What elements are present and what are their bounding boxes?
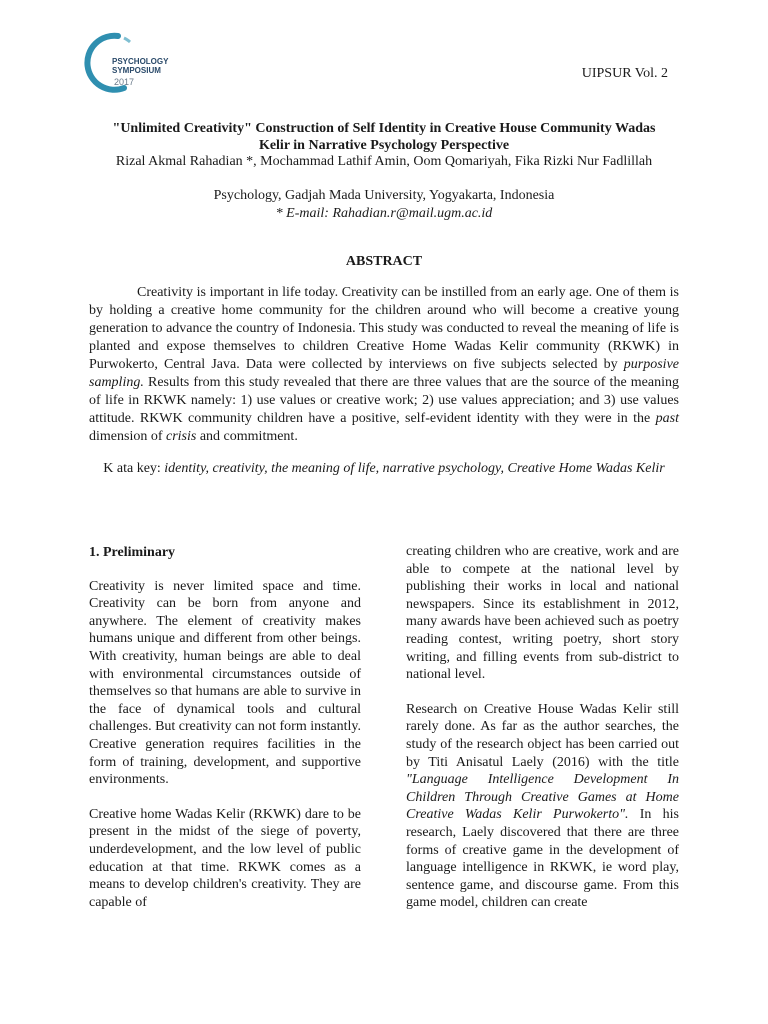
paragraph: creating children who are creative, work and are able to compete at the national level by publishing their works in local and national newspapers. Since its establishment in 2012, many awards have been achieved such as poetry reading contest, writing poetry, short story writing, and filling events from sub-district to national level. <box>406 544 679 683</box>
abstract-heading: ABSTRACT <box>345 254 423 269</box>
svg-text:PSYCHOLOGY: PSYCHOLOGY <box>112 57 169 66</box>
affiliation-block <box>60 187 708 223</box>
section-heading: 1. Preliminary <box>89 545 176 560</box>
paper-title <box>60 120 708 154</box>
title-line-2: Kelir in Narrative Psychology Perspective <box>258 138 510 153</box>
title-line-1: "Unlimited Creativity" Construction of Self Identity in Creative House Community Wadas <box>112 121 656 136</box>
affiliation: Psychology, Gadjah Mada University, Yogyakarta, Indonesia <box>213 188 555 203</box>
abstract-text: Creativity is important in life today. Creativity can be instilled from an early age. One of them is by holding a creative home community for the children around who will become a creative young generation to advance the country of Indonesia. This study was conducted to reveal the meaning of life is planted and expose themselves to children Creative Home Wadas Kelir community (RKWK) in Purwokerto, Central Java. Data were collected by interviews on five subjects selected by purposive sampling. Results from this study revealed that there are three values that are the source of the meaning of life in RKWK namely: 1) use values or creative work; 2) use values appreciation; and 3) use values attitude. RKWK community children have a positive, self-evident identity with they were in the past dimension of crisis and commitment. <box>89 285 679 444</box>
keywords-terms: identity, creativity, the meaning of life, narrative psychology, Creative Home Wadas Kelir <box>164 461 665 476</box>
journal-volume: UIPSUR Vol. 2 <box>581 66 668 81</box>
paragraph: Creativity is never limited space and time. Creativity can be born from anyone and anywhere. The element of creativity makes humans unique and different from other beings. With creativity, human beings are able to deal with environmental circumstances outside of themselves so that humans are able to survive in the face of dynamical tools and cultural challenges. But creativity can not form instantly. Creative generation requires facilities in the form of training, development, and supportive environments. <box>89 578 362 788</box>
email: * E-mail: Rahadian.r@mail.ugm.ac.id <box>275 206 493 221</box>
paragraph: Research on Creative House Wadas Kelir still rarely done. As far as the author searches, the study of the research object has been carried out by Titi Anisatul Laely (2016) with the title "Language Intelligence Development In Children Through Creative Games at Home Creative Wadas Kelir Purwokerto". In his research, Laely discovered that there are three forms of creative game in the development of language intelligence in RKWK, ie word play, sentence game, and discourse game. From this game model, children can create <box>406 701 680 911</box>
author-list: Rizal Akmal Rahadian *, Mochammad Lathif Amin, Oom Qomariyah, Fika Rizki Nur Fadlillah <box>115 154 653 169</box>
svg-text:SYMPOSIUM: SYMPOSIUM <box>112 66 161 75</box>
keywords-label: K ata key: <box>103 461 165 476</box>
svg-text:2017: 2017 <box>114 77 135 87</box>
symposium-logo <box>84 30 170 94</box>
column-right <box>406 543 679 929</box>
keywords <box>89 460 679 478</box>
column-left <box>89 544 361 928</box>
paragraph: Creative home Wadas Kelir (RKWK) dare to be present in the midst of the siege of poverty, underdevelopment, and the low level of public education at that time. RKWK comes as a means to develop children's creativity. They are capable of <box>89 806 361 910</box>
